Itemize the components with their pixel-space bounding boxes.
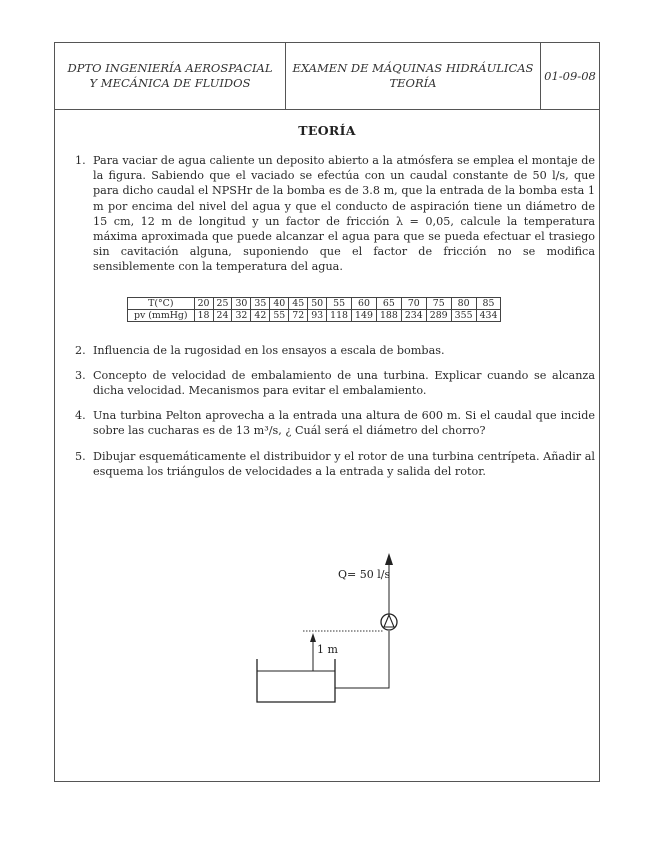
question-number: 4.	[75, 409, 86, 422]
table-cell: 30	[232, 298, 251, 310]
table-cell: 118	[327, 310, 352, 322]
suction-pipe	[335, 631, 389, 688]
table-cell: 18	[194, 310, 213, 322]
exam-date: 01-09-08	[544, 68, 596, 83]
pressure-header: pv (mmHg)	[128, 310, 195, 322]
table-cell: 93	[308, 310, 327, 322]
table-cell: 32	[232, 310, 251, 322]
question-number: 3.	[75, 369, 86, 382]
table-cell: 355	[451, 310, 476, 322]
flow-rate-label: Q= 50 l/s	[338, 568, 391, 581]
table-cell: 35	[251, 298, 270, 310]
height-arrow-icon	[310, 633, 316, 642]
flow-arrow-icon	[385, 553, 393, 565]
question-number: 5.	[75, 450, 86, 463]
temperature-header: T(°C)	[128, 298, 195, 310]
table-cell: 75	[426, 298, 451, 310]
water-tank	[257, 659, 335, 702]
pump-installation-figure	[55, 43, 599, 781]
department-line-2: Y MECÁNICA DE FLUIDOS	[89, 76, 251, 90]
table-cell: 24	[213, 310, 232, 322]
table-cell: 25	[213, 298, 232, 310]
table-cell: 50	[308, 298, 327, 310]
table-cell: 289	[426, 310, 451, 322]
height-label: 1 m	[317, 643, 338, 656]
table-cell: 72	[289, 310, 308, 322]
exam-page	[54, 42, 600, 782]
table-cell: 20	[194, 298, 213, 310]
table-cell: 55	[327, 298, 352, 310]
table-cell: 45	[289, 298, 308, 310]
table-cell: 60	[352, 298, 377, 310]
exam-title-line-1: EXAMEN DE MÁQUINAS HIDRÁULICAS	[292, 61, 534, 75]
table-cell: 40	[270, 298, 289, 310]
question-number: 2.	[75, 344, 86, 357]
question-text: Concepto de velocidad de embalamiento de una turbina. Explicar cuando se alcanza dicha velocidad. Mecanismos para evitar el embalamiento.	[93, 369, 595, 398]
table-cell: 149	[352, 310, 377, 322]
table-cell: 55	[270, 310, 289, 322]
exam-title-line-2: TEORÍA	[389, 76, 437, 90]
question-number: 1.	[75, 154, 86, 167]
table-cell: 234	[401, 310, 426, 322]
table-cell: 85	[476, 298, 501, 310]
table-cell: 70	[401, 298, 426, 310]
table-cell: 188	[376, 310, 401, 322]
section-title: TEORÍA	[298, 123, 356, 138]
table-cell: 42	[251, 310, 270, 322]
question-text: Una turbina Pelton aprovecha a la entrada una altura de 600 m. Si el caudal que incide sobre las cucharas es de 13 m³/s, ¿ Cuál será el diámetro del chorro?	[93, 409, 595, 438]
department-line-1: DPTO INGENIERÍA AEROSPACIAL	[67, 61, 273, 75]
table-cell: 434	[476, 310, 501, 322]
table-cell: 80	[451, 298, 476, 310]
question-text: Para vaciar de agua caliente un deposito abierto a la atmósfera se emplea el montaje de la figura. Sabiendo que el vaciado se efectúa con un caudal constante de 50 l/s, que para dicho caudal el NPSHr de la bomba es de 3.8 m, que la entrada de la bomba esta 1 m por encima del nivel del agua y que el conducto de aspiración tiene un diámetro de 15 cm, 12 m de longitud y un factor de fricción λ = 0,05, calcule la temperatura máxima aproximada que puede alcanzar el agua para que se pueda efectuar el trasiego sin cavitación alguna, suponiendo que el factor de fricción no se modifica sensiblemente con la temperatura del agua.	[93, 154, 595, 274]
table-cell: 65	[376, 298, 401, 310]
question-text: Influencia de la rugosidad en los ensayos a escala de bombas.	[93, 344, 445, 357]
question-text: Dibujar esquemáticamente el distribuidor y el rotor de una turbina centrípeta. Añadir al esquema los triángulos de velocidades a la entrada y salida del rotor.	[93, 450, 595, 479]
